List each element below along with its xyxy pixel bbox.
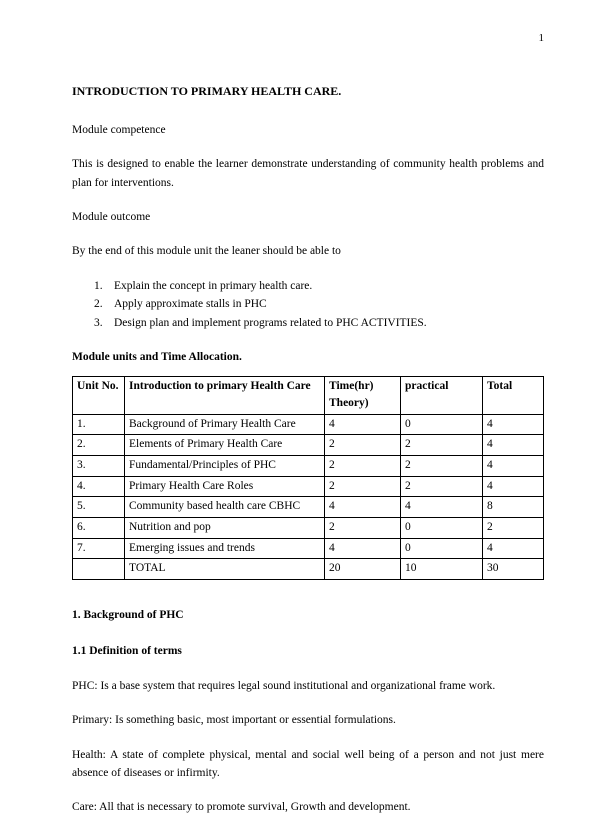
table-cell: 4	[483, 435, 544, 456]
definition-primary: Primary: Is something basic, most important or essential formulations.	[72, 714, 396, 727]
table-cell: Community based health care CBHC	[125, 497, 325, 518]
table-cell: 10	[401, 559, 483, 580]
outcome-list	[72, 277, 544, 332]
module-competence-heading: Module competence	[72, 123, 166, 136]
table-row	[73, 414, 544, 435]
table-row	[73, 497, 544, 518]
list-item-number: 1.	[94, 279, 103, 292]
table-cell: 2	[401, 435, 483, 456]
table-cell: 30	[483, 559, 544, 580]
table-cell: 2	[401, 476, 483, 497]
table-cell: 20	[325, 559, 401, 580]
table-row	[73, 455, 544, 476]
section-1-heading: 1. Background of PHC	[72, 609, 184, 622]
module-outcome-heading: Module outcome	[72, 210, 151, 223]
list-item-text: Design plan and implement programs related to PHC ACTIVITIES.	[114, 316, 427, 329]
module-competence-text: This is designed to enable the learner demonstrate understanding of community health problems and plan for interventions.	[72, 158, 544, 189]
table-cell: 2.	[73, 435, 125, 456]
header-unit-no: Unit No.	[73, 377, 125, 414]
table-cell: 5.	[73, 497, 125, 518]
table-cell: 2	[325, 455, 401, 476]
list-item-text: Apply approximate stalls in PHC	[114, 298, 267, 311]
list-item-number: 2.	[94, 298, 103, 311]
definition-care: Care: All that is necessary to promote survival, Growth and development.	[72, 801, 411, 814]
table-cell: 1.	[73, 414, 125, 435]
definition-health: Health: A state of complete physical, mental and social well being of a person and not just mere absence of diseases or infirmity.	[72, 748, 544, 779]
table-row	[73, 518, 544, 539]
time-allocation-table	[72, 376, 544, 580]
table-row	[73, 538, 544, 559]
module-outcome-intro: By the end of this module unit the leaner should be able to	[72, 245, 341, 258]
table-cell	[73, 559, 125, 580]
table-cell: 2	[325, 476, 401, 497]
list-item-number: 3.	[94, 316, 103, 329]
table-cell: 4	[401, 497, 483, 518]
table-cell: 4	[483, 476, 544, 497]
header-total: Total	[483, 377, 544, 414]
header-time-theory: Time(hr) Theory)	[325, 377, 401, 414]
table-cell: Elements of Primary Health Care	[125, 435, 325, 456]
table-cell: 4	[325, 414, 401, 435]
table-cell: 6.	[73, 518, 125, 539]
table-row	[73, 435, 544, 456]
table-cell: 0	[401, 518, 483, 539]
list-item-text: Explain the concept in primary health care.	[114, 279, 313, 292]
table-cell: 8	[483, 497, 544, 518]
list-item	[94, 277, 544, 295]
table-cell: 2	[325, 435, 401, 456]
table-cell: 4.	[73, 476, 125, 497]
table-heading: Module units and Time Allocation.	[72, 350, 242, 363]
table-cell: Primary Health Care Roles	[125, 476, 325, 497]
table-cell: 4	[483, 538, 544, 559]
table-cell: 4	[483, 455, 544, 476]
table-cell: 2	[401, 455, 483, 476]
table-cell-total-label: TOTAL	[125, 559, 325, 580]
list-item	[94, 314, 544, 332]
table-cell: 4	[325, 497, 401, 518]
definition-phc: PHC: Is a base system that requires legal sound institutional and organizational frame work.	[72, 679, 496, 692]
table-cell: Fundamental/Principles of PHC	[125, 455, 325, 476]
table-cell: 3.	[73, 455, 125, 476]
table-cell: 7.	[73, 538, 125, 559]
header-course-name: Introduction to primary Health Care	[125, 377, 325, 414]
table-header-row	[73, 377, 544, 414]
table-cell: 2	[325, 518, 401, 539]
table-cell: Emerging issues and trends	[125, 538, 325, 559]
table-cell: 2	[483, 518, 544, 539]
table-cell: 0	[401, 414, 483, 435]
table-cell: 4	[483, 414, 544, 435]
table-cell: Background of Primary Health Care	[125, 414, 325, 435]
page-number: 1	[538, 32, 544, 44]
table-cell: 4	[325, 538, 401, 559]
table-row	[73, 476, 544, 497]
header-practical: practical	[401, 377, 483, 414]
table-total-row	[73, 559, 544, 580]
table-cell: 0	[401, 538, 483, 559]
list-item	[94, 295, 544, 313]
table-cell: Nutrition and pop	[125, 518, 325, 539]
section-1-1-heading: 1.1 Definition of terms	[72, 645, 182, 658]
document-title: INTRODUCTION TO PRIMARY HEALTH CARE.	[72, 83, 342, 98]
